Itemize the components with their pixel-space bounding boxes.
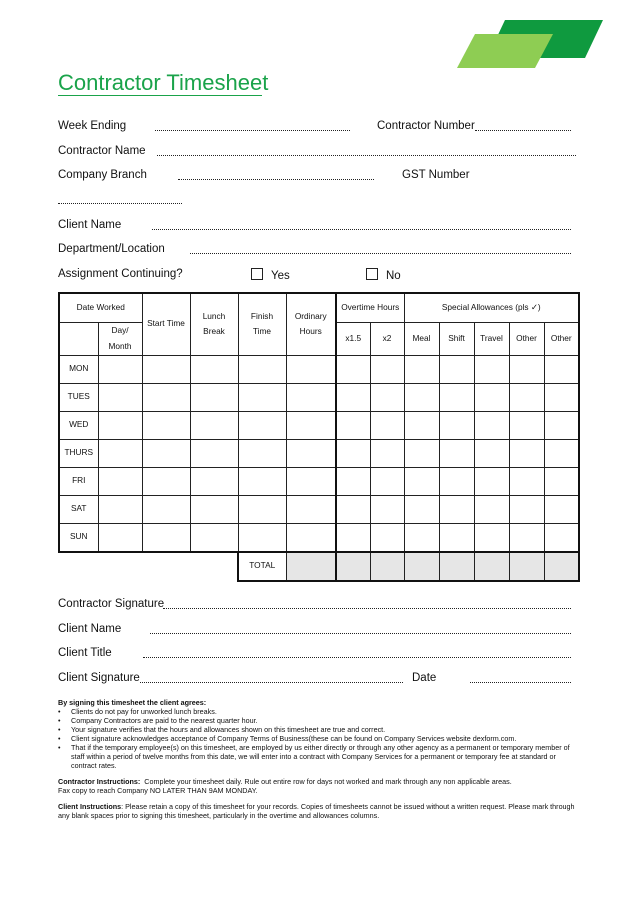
entry-cell[interactable] (404, 523, 439, 552)
client-name-input[interactable] (152, 229, 571, 230)
entry-cell[interactable] (439, 355, 474, 383)
entry-cell[interactable] (370, 383, 404, 411)
entry-cell[interactable] (142, 523, 190, 552)
entry-cell[interactable] (336, 523, 370, 552)
entry-cell[interactable] (98, 439, 142, 467)
day-row (59, 495, 579, 523)
entry-cell[interactable] (544, 439, 579, 467)
page-title: Contractor Timesheet (58, 70, 269, 95)
entry-cell[interactable] (142, 383, 190, 411)
entry-cell[interactable] (509, 523, 544, 552)
agreement-item: • Client signature acknowledges acceptance of Company Terms of Business(these can be found on Company Services website dexform.com. (58, 734, 578, 743)
entry-cell[interactable] (544, 523, 579, 552)
agreement-heading: By signing this timesheet the client agrees: (58, 698, 207, 707)
day-label: FRI (59, 467, 98, 495)
day-label: THURS (59, 439, 98, 467)
overtime-hours-header: Overtime Hours (336, 293, 404, 323)
client-signature-input[interactable] (140, 682, 403, 683)
entry-cell[interactable] (370, 467, 404, 495)
date-label: Date (412, 672, 437, 684)
entry-cell[interactable] (142, 411, 190, 439)
timesheet-table (58, 292, 580, 582)
date-input[interactable] (470, 682, 571, 683)
entry-cell[interactable] (474, 495, 509, 523)
travel-header: Travel (474, 323, 509, 356)
entry-cell[interactable] (286, 355, 336, 383)
entry-cell[interactable] (98, 383, 142, 411)
agreement-item: • Your signature verifies that the hours and allowances shown on this timesheet are true and correct. (58, 725, 578, 734)
date-worked-header: Date Worked (59, 293, 142, 323)
contractor-instructions-text: Complete your timesheet daily. Rule out entire row for days not worked and mark through any non applicable areas. (144, 777, 512, 786)
total-ordinary-cell[interactable] (286, 552, 336, 581)
agreement-item: • That if the temporary employee(s) on this timesheet, are employed by us either directly or through any other agency as a permanent or temporary member of staff within a period of twelve months from this date, we will enter into a contract with Company Services for a permanent or temporary fee at standard or contract rates. (58, 743, 578, 770)
week-ending-label: Week Ending (58, 120, 127, 132)
entry-cell[interactable] (404, 495, 439, 523)
entry-cell[interactable] (404, 439, 439, 467)
entry-cell[interactable] (474, 411, 509, 439)
x15-header: x1.5 (336, 323, 370, 356)
day-row (59, 439, 579, 467)
entry-cell[interactable] (544, 495, 579, 523)
no-checkbox[interactable] (366, 268, 378, 280)
entry-cell[interactable] (336, 439, 370, 467)
ordinary-hours-header: Ordinary Hours (286, 293, 336, 355)
entry-cell[interactable] (404, 467, 439, 495)
entry-cell[interactable] (238, 523, 286, 552)
entry-cell[interactable] (404, 411, 439, 439)
day-row (59, 411, 579, 439)
day-label: SUN (59, 523, 98, 552)
entry-cell[interactable] (190, 439, 238, 467)
gst-number-label: GST Number (402, 169, 470, 181)
total-other-cell-2[interactable] (544, 552, 579, 581)
header-row-1 (59, 293, 579, 323)
entry-cell[interactable] (509, 383, 544, 411)
entry-cell[interactable] (190, 411, 238, 439)
total-shift-cell[interactable] (439, 552, 474, 581)
day-label: TUES (59, 383, 98, 411)
entry-cell[interactable] (439, 383, 474, 411)
entry-cell[interactable] (190, 495, 238, 523)
entry-cell[interactable] (474, 467, 509, 495)
entry-cell[interactable] (238, 383, 286, 411)
entry-cell[interactable] (474, 383, 509, 411)
day-label: SAT (59, 495, 98, 523)
entry-cell[interactable] (286, 467, 336, 495)
fax-instructions: Fax copy to reach Company NO LATER THAN 9AM MONDAY. (58, 786, 258, 795)
entry-cell[interactable] (238, 355, 286, 383)
contractor-name-input[interactable] (157, 155, 576, 156)
entry-cell[interactable] (286, 383, 336, 411)
yes-checkbox[interactable] (251, 268, 263, 280)
entry-cell[interactable] (286, 439, 336, 467)
entry-cell[interactable] (98, 411, 142, 439)
entry-cell[interactable] (190, 383, 238, 411)
entry-cell[interactable] (190, 355, 238, 383)
entry-cell[interactable] (98, 495, 142, 523)
signoff-client-name-label: Client Name (58, 623, 122, 635)
day-month-header: Day/ Month (98, 323, 142, 356)
blank-header-cell (59, 323, 98, 356)
contractor-signature-label: Contractor Signature (58, 598, 165, 610)
agreement-item: • Company Contractors are paid to the nearest quarter hour. (58, 716, 578, 725)
contractor-instructions (58, 777, 578, 795)
entry-cell[interactable] (544, 383, 579, 411)
title-underline (58, 95, 262, 96)
client-signature-label: Client Signature (58, 672, 140, 684)
special-allowances-header: Special Allowances (pls ✓) (404, 293, 579, 323)
client-title-input[interactable] (143, 657, 571, 658)
entry-cell[interactable] (439, 523, 474, 552)
entry-cell[interactable] (439, 495, 474, 523)
entry-cell[interactable] (142, 439, 190, 467)
client-title-label: Client Title (58, 647, 112, 659)
entry-cell[interactable] (238, 411, 286, 439)
entry-cell[interactable] (474, 523, 509, 552)
client-instructions (58, 802, 578, 820)
entry-cell[interactable] (286, 495, 336, 523)
total-label: TOTAL (238, 552, 286, 581)
entry-cell[interactable] (370, 439, 404, 467)
shift-header: Shift (439, 323, 474, 356)
entry-cell[interactable] (509, 467, 544, 495)
agreement-block (58, 698, 578, 770)
entry-cell[interactable] (509, 355, 544, 383)
entry-cell[interactable] (336, 411, 370, 439)
entry-cell[interactable] (404, 355, 439, 383)
department-input[interactable] (190, 253, 571, 254)
entry-cell[interactable] (439, 439, 474, 467)
entry-cell[interactable] (439, 411, 474, 439)
no-option[interactable] (366, 268, 401, 282)
entry-cell[interactable] (474, 439, 509, 467)
total-meal-cell[interactable] (404, 552, 439, 581)
entry-cell[interactable] (474, 355, 509, 383)
day-row (59, 355, 579, 383)
contractor-number-input[interactable] (475, 130, 571, 131)
entry-cell[interactable] (509, 495, 544, 523)
other-header-2: Other (544, 323, 579, 356)
entry-cell[interactable] (544, 355, 579, 383)
total-spacer (59, 552, 238, 581)
entry-cell[interactable] (370, 411, 404, 439)
meal-header: Meal (404, 323, 439, 356)
entry-cell[interactable] (98, 355, 142, 383)
contractor-name-label: Contractor Name (58, 145, 146, 157)
other-header: Other (509, 323, 544, 356)
day-label: MON (59, 355, 98, 383)
entry-cell[interactable] (544, 467, 579, 495)
total-x2-cell[interactable] (370, 552, 404, 581)
day-row (59, 467, 579, 495)
entry-cell[interactable] (336, 467, 370, 495)
entry-cell[interactable] (404, 383, 439, 411)
entry-cell[interactable] (370, 523, 404, 552)
entry-cell[interactable] (238, 495, 286, 523)
client-instructions-label: Client Instructions (58, 802, 122, 811)
contractor-number-label: Contractor Number (377, 120, 475, 132)
entry-cell[interactable] (439, 467, 474, 495)
total-other-cell[interactable] (509, 552, 544, 581)
agreement-list (58, 707, 578, 770)
no-label: No (386, 270, 401, 282)
client-instructions-text: : Please retain a copy of this timesheet for your records. Copies of timesheets cannot be issued without a written request. Please mark through any blank spaces prior to signing this timesheet, particularly in the overtime and allowances columns. (58, 802, 575, 820)
entry-cell[interactable] (98, 467, 142, 495)
entry-cell[interactable] (509, 411, 544, 439)
lunch-break-header: Lunch Break (190, 293, 238, 355)
yes-option[interactable] (251, 268, 290, 282)
department-label: Department/Location (58, 243, 165, 255)
entry-cell[interactable] (336, 355, 370, 383)
day-label: WED (59, 411, 98, 439)
entry-cell[interactable] (544, 411, 579, 439)
total-travel-cell[interactable] (474, 552, 509, 581)
total-row (59, 552, 579, 581)
client-name-label: Client Name (58, 219, 122, 231)
company-branch-label: Company Branch (58, 169, 147, 181)
logo-light-stripe (457, 34, 553, 68)
entry-cell[interactable] (190, 523, 238, 552)
entry-cell[interactable] (336, 383, 370, 411)
company-logo (455, 18, 605, 70)
signoff-client-name-input[interactable] (150, 633, 571, 634)
x2-header: x2 (370, 323, 404, 356)
entry-cell[interactable] (336, 495, 370, 523)
yes-label: Yes (271, 270, 290, 282)
finish-time-header: Finish Time (238, 293, 286, 355)
entry-cell[interactable] (98, 523, 142, 552)
contractor-signature-input[interactable] (163, 608, 571, 609)
assignment-continuing-label: Assignment Continuing? (58, 268, 183, 280)
entry-cell[interactable] (370, 355, 404, 383)
entry-cell[interactable] (509, 439, 544, 467)
agreement-item: • Clients do not pay for unworked lunch breaks. (58, 707, 578, 716)
entry-cell[interactable] (238, 439, 286, 467)
entry-cell[interactable] (370, 495, 404, 523)
start-time-header: Start Time (142, 293, 190, 355)
entry-cell[interactable] (190, 467, 238, 495)
day-row (59, 523, 579, 552)
day-row (59, 383, 579, 411)
entry-cell[interactable] (286, 523, 336, 552)
total-x15-cell[interactable] (336, 552, 370, 581)
contractor-instructions-label: Contractor Instructions: (58, 777, 141, 786)
gst-number-input[interactable] (58, 203, 182, 204)
entry-cell[interactable] (286, 411, 336, 439)
entry-cell[interactable] (142, 355, 190, 383)
entry-cell[interactable] (238, 467, 286, 495)
week-ending-input[interactable] (155, 130, 350, 131)
entry-cell[interactable] (142, 467, 190, 495)
entry-cell[interactable] (142, 495, 190, 523)
company-branch-input[interactable] (178, 179, 374, 180)
